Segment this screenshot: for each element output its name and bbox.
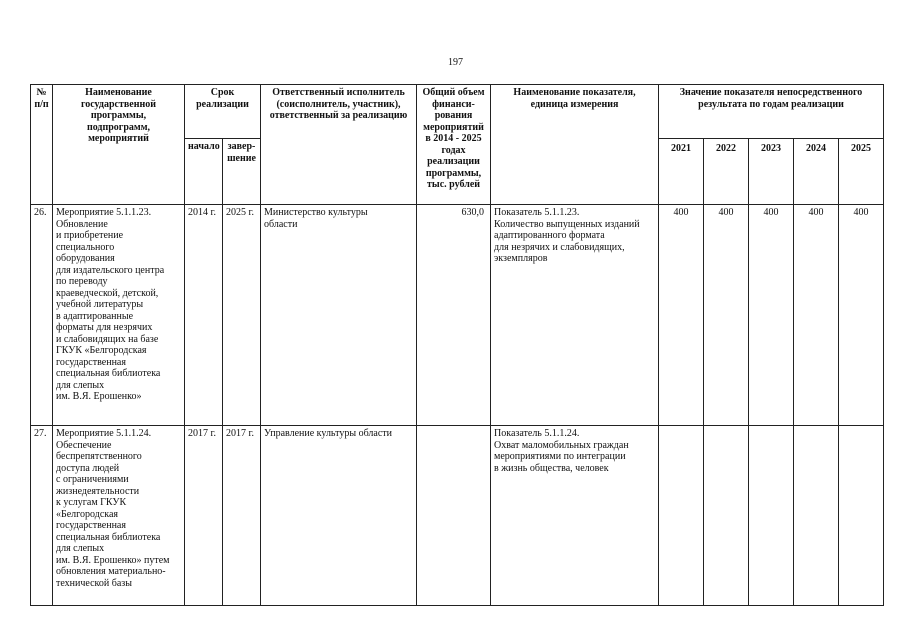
row-value-2021: 400	[659, 205, 704, 426]
row-value-2023: 400	[749, 205, 794, 426]
row-indicator: Показатель 5.1.1.24. Охват маломобильных граждан мероприятиями по интеграции в жизнь общества, человек	[491, 426, 659, 606]
row-measure-name: Мероприятие 5.1.1.24. Обеспечение беспрепятственного доступа людей с ограничениями жизнедеятельности к услугам ГКУК «Белгородская государственная специальная библиотека для слепых им. В.Я. Ерошенко» путем обновления материально- технической базы	[53, 426, 185, 606]
col-term-header: Срок реализации	[185, 85, 261, 139]
program-table	[30, 84, 884, 606]
col-num-header: № п/п	[31, 85, 53, 205]
row-executor: Управление культуры области	[261, 426, 417, 606]
col-values-header: Значение показателя непосредственного результата по годам реализации	[659, 85, 884, 139]
row-end: 2017 г.	[223, 426, 261, 606]
row-value-2021	[659, 426, 704, 606]
row-value-2023	[749, 426, 794, 606]
row-volume	[417, 426, 491, 606]
col-executor-header: Ответственный исполнитель (соисполнитель, участник), ответственный за реализацию	[261, 85, 417, 205]
row-value-2024	[794, 426, 839, 606]
col-term-end-header: завер- шение	[223, 139, 261, 205]
year-header: 2021	[659, 139, 704, 205]
row-num: 27.	[31, 426, 53, 606]
row-start: 2017 г.	[185, 426, 223, 606]
row-executor: Министерство культуры области	[261, 205, 417, 426]
row-value-2022: 400	[704, 205, 749, 426]
year-header: 2022	[704, 139, 749, 205]
year-header: 2025	[839, 139, 884, 205]
row-value-2025: 400	[839, 205, 884, 426]
header-row-1	[31, 85, 884, 139]
col-term-start-header: начало	[185, 139, 223, 205]
table-row	[31, 205, 884, 426]
year-header: 2023	[749, 139, 794, 205]
page-number: 197	[448, 57, 463, 68]
year-header: 2024	[794, 139, 839, 205]
table-row	[31, 426, 884, 606]
row-indicator: Показатель 5.1.1.23. Количество выпущенных изданий адаптированного формата для незрячих и слабовидящих, экземпляров	[491, 205, 659, 426]
row-value-2025	[839, 426, 884, 606]
row-num: 26.	[31, 205, 53, 426]
row-value-2024: 400	[794, 205, 839, 426]
row-volume: 630,0	[417, 205, 491, 426]
col-indicator-header: Наименование показателя, единица измерения	[491, 85, 659, 205]
row-measure-name: Мероприятие 5.1.1.23. Обновление и приобретение специального оборудования для издательского центра по переводу краеведческой, детской, учебной литературы в адаптированные форматы для незрячих и слабовидящих на базе ГКУК «Белгородская государственная специальная библиотека для слепых им. В.Я. Ерошенко»	[53, 205, 185, 426]
row-value-2022	[704, 426, 749, 606]
col-volume-header: Общий объем финанси- рования мероприятий в 2014 - 2025 годах реализации программы, тыс. рублей	[417, 85, 491, 205]
row-start: 2014 г.	[185, 205, 223, 426]
col-name-header: Наименование государственной программы, подпрограмм, мероприятий	[53, 85, 185, 205]
row-end: 2025 г.	[223, 205, 261, 426]
